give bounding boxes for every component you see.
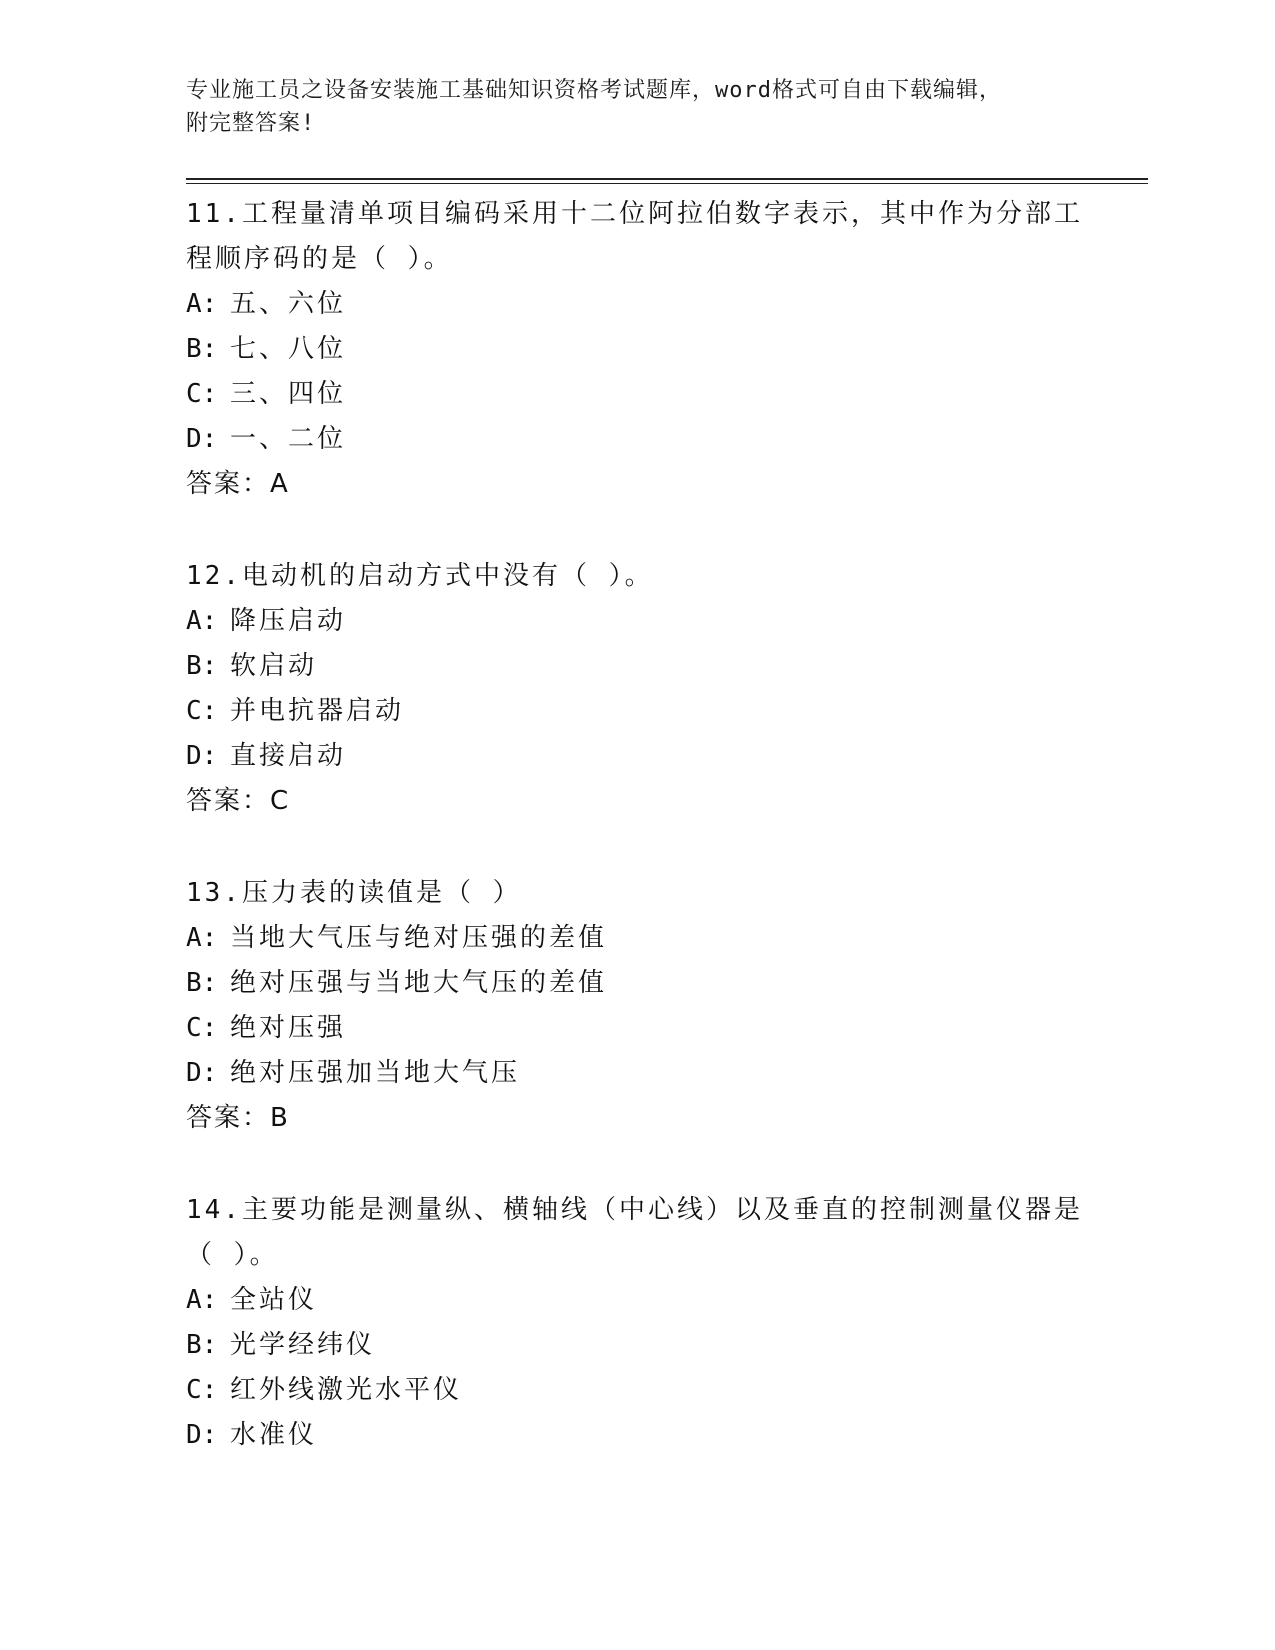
option-a <box>186 1278 1086 1323</box>
option-b <box>186 327 1086 372</box>
option-key: C: <box>186 1013 218 1043</box>
question-stem: 12.电动机的启动方式中没有（ ）。 <box>186 561 654 591</box>
option-d <box>186 734 1086 779</box>
question-14 <box>186 1188 1086 1458</box>
question-stem: 13.压力表的读值是（ ） <box>186 878 522 908</box>
option-key: C: <box>186 379 218 409</box>
option-text: 并电抗器启动 <box>230 696 405 726</box>
header-line: 附完整答案! <box>186 111 316 136</box>
option-key: A: <box>186 606 218 636</box>
option-a <box>186 916 1086 961</box>
option-text: 当地大气压与绝对压强的差值 <box>230 923 608 953</box>
option-text: 降压启动 <box>230 606 347 636</box>
question-stem: 11.工程量清单项目编码采用十二位阿拉伯数字表示，其中作为分部工 <box>186 199 1083 229</box>
option-text: 一、二位 <box>230 424 347 454</box>
option-key: B: <box>186 334 218 364</box>
answer-line: 答案：B <box>186 1103 290 1133</box>
answer-line: 答案：C <box>186 786 291 816</box>
option-d <box>186 1051 1086 1096</box>
option-c <box>186 1368 1086 1413</box>
option-c <box>186 1006 1086 1051</box>
question-spacer <box>186 824 1086 871</box>
option-key: D: <box>186 741 218 771</box>
option-text: 五、六位 <box>230 289 347 319</box>
question-stem: 14.主要功能是测量纵、横轴线（中心线）以及垂直的控制测量仪器是 <box>186 1195 1083 1225</box>
option-c <box>186 689 1086 734</box>
option-text: 红外线激光水平仪 <box>230 1375 463 1405</box>
option-key: A: <box>186 923 218 953</box>
option-key: A: <box>186 1285 218 1315</box>
option-b <box>186 961 1086 1006</box>
question-13 <box>186 871 1086 1141</box>
option-key: B: <box>186 651 218 681</box>
question-12 <box>186 554 1086 824</box>
question-spacer <box>186 1141 1086 1188</box>
option-c <box>186 372 1086 417</box>
header-divider-thick <box>186 178 1148 180</box>
option-a <box>186 282 1086 327</box>
option-text: 软启动 <box>230 651 318 681</box>
option-text: 绝对压强加当地大气压 <box>230 1058 521 1088</box>
option-d <box>186 1413 1086 1458</box>
option-text: 水准仪 <box>230 1420 318 1450</box>
option-b <box>186 1323 1086 1368</box>
option-key: C: <box>186 696 218 726</box>
option-text: 全站仪 <box>230 1285 318 1315</box>
document-header <box>186 74 1066 140</box>
answer-line: 答案：A <box>186 469 290 499</box>
question-11 <box>186 192 1086 507</box>
question-stem: （ ）。 <box>186 1240 279 1270</box>
option-key: A: <box>186 289 218 319</box>
option-key: B: <box>186 1330 218 1360</box>
option-text: 直接启动 <box>230 741 347 771</box>
option-a <box>186 599 1086 644</box>
option-text: 绝对压强 <box>230 1013 347 1043</box>
option-text: 绝对压强与当地大气压的差值 <box>230 968 608 998</box>
option-key: D: <box>186 1420 218 1450</box>
option-text: 七、八位 <box>230 334 347 364</box>
option-key: C: <box>186 1375 218 1405</box>
question-list <box>186 192 1086 1458</box>
option-text: 光学经纬仪 <box>230 1330 376 1360</box>
option-key: B: <box>186 968 218 998</box>
header-line: 专业施工员之设备安装施工基础知识资格考试题库，word格式可自由下载编辑， <box>186 78 1002 103</box>
option-b <box>186 644 1086 689</box>
option-key: D: <box>186 1058 218 1088</box>
option-key: D: <box>186 424 218 454</box>
question-spacer <box>186 507 1086 554</box>
option-text: 三、四位 <box>230 379 347 409</box>
option-d <box>186 417 1086 462</box>
header-divider-thin <box>186 183 1148 184</box>
question-stem: 程顺序码的是（ ）。 <box>186 244 453 274</box>
